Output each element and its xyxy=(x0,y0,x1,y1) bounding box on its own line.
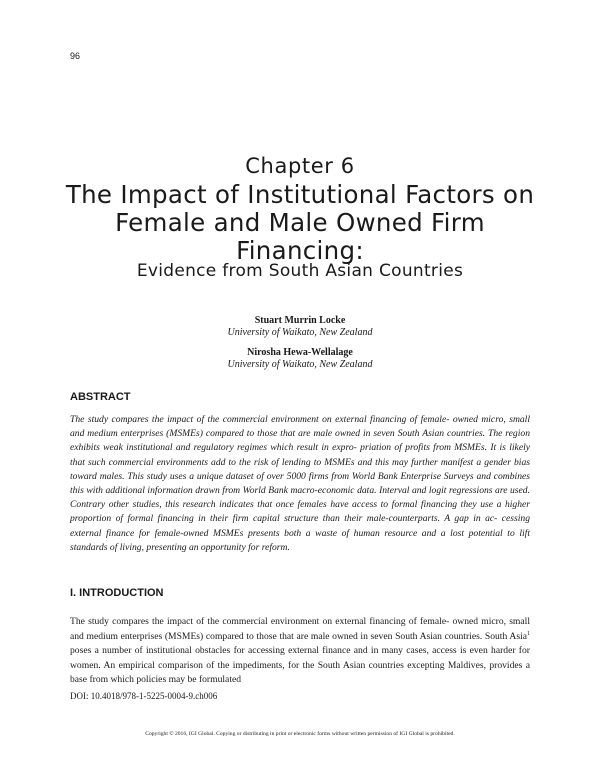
author-block xyxy=(0,315,600,339)
abstract-heading: ABSTRACT xyxy=(70,391,131,403)
chapter-subtitle: Evidence from South Asian Countries xyxy=(136,261,464,281)
chapter-title: The Impact of Institutional Factors on Female and Male Owned Firm Financing: xyxy=(65,180,535,265)
copyright-notice: Copyright © 2016, IGI Global. Copying or distributing in print or electronic forms without written permission of IGI Global is prohibited. xyxy=(145,731,455,737)
author-affiliation: University of Waikato, New Zealand xyxy=(227,359,373,370)
introduction-paragraph xyxy=(70,615,530,688)
chapter-label: Chapter 6 xyxy=(245,154,355,178)
intro-text-part: poses a number of institutional obstacles for accessing external finance and in many cases, access is even harder for women. An empirical comparison of the impediments, for the South Asian countries excepting Maldives, provides a base from which policies may be formulated xyxy=(70,645,530,685)
abstract-text: The study compares the impact of the commercial environment on external financing of female- owned micro, small and medium enterprises (MSMEs) compared to those that are male owned in seven South Asian countries. The region exhibits weak institutional and regulatory regimes which result in expro- priation of profits from MSMEs. It is likely that such commercial environments add to the risk of lending to MSMEs and this may further manifest a gender bias toward males. This study uses a unique dataset of over 5000 firms from World Bank Enterprise Surveys and combines this with additional information drawn from World Bank macro-economic data. Interval and logit regressions are used. Contrary other studies, this research indicates that once females have access to formal financing they use a higher proportion of formal financing in their firm capital structure than their male-counterparts. A gap in ac- cessing external finance for female-owned MSMEs presents both a waste of human resource and a lost potential to lift standards of living, presenting an opportunity for reform. xyxy=(70,414,530,553)
introduction-heading: I. INTRODUCTION xyxy=(70,587,164,599)
author-block xyxy=(0,347,600,371)
page-number: 96 xyxy=(70,51,81,61)
doi: DOI: 10.4018/978-1-5225-0004-9.ch006 xyxy=(70,691,218,701)
author-affiliation: University of Waikato, New Zealand xyxy=(227,327,373,338)
author-name: Nirosha Hewa-Wellalage xyxy=(247,347,353,358)
author-name: Stuart Murrin Locke xyxy=(254,315,346,326)
footnote-marker[interactable]: 1 xyxy=(527,630,530,637)
intro-text-part: The study compares the impact of the commercial environment on external financing of female- owned micro, small and medium enterprises (MSMEs) compared to those that are male owned in seven South Asian countries. South Asia xyxy=(70,616,530,642)
